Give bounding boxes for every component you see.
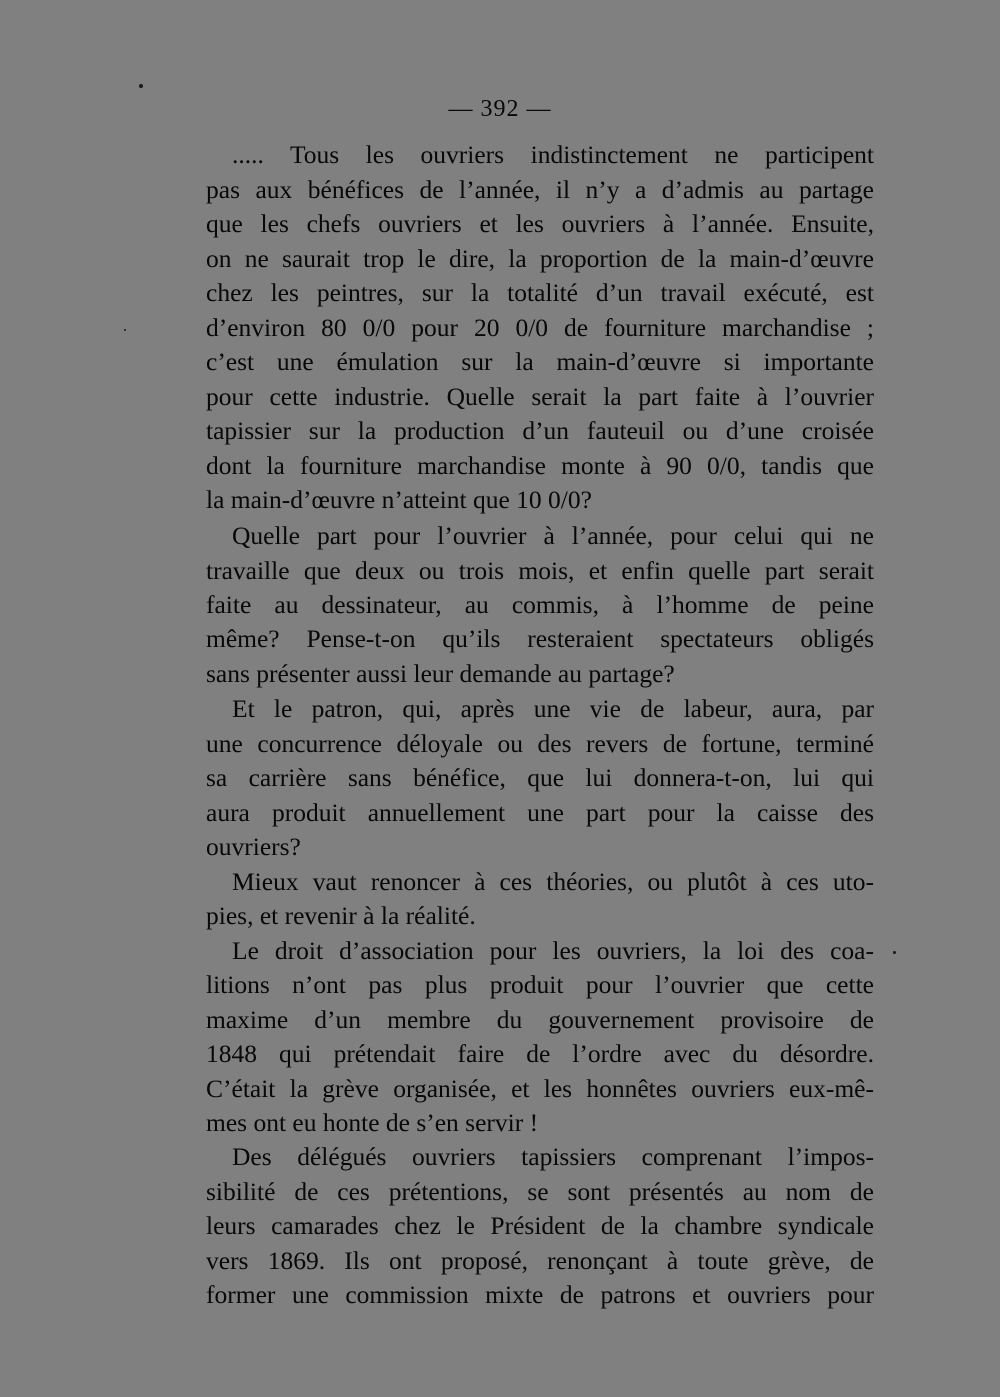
text-line: Des délégués ouvriers tapissiers comprenant l’impos- xyxy=(232,1142,874,1171)
text-line: travaille que deux ou trois mois, et enfin quelle part serait xyxy=(206,556,874,585)
text-line: dont la fourniture marchandise monte à 90 0/0, tandis que xyxy=(206,451,874,480)
ink-speck xyxy=(893,951,896,954)
text-line: pies, et revenir à la réalité. xyxy=(206,901,476,930)
text-line: une concurrence déloyale ou des revers de fortune, terminé xyxy=(206,729,874,758)
text-line: Mieux vaut renoncer à ces théories, ou plutôt à ces uto- xyxy=(232,867,874,896)
text-line: ..... Tous les ouvriers indistinctement ne participent xyxy=(232,140,874,169)
text-line: pas aux bénéfices de l’année, il n’y a d’admis au partage xyxy=(206,175,874,204)
text-line: faite au dessinateur, au commis, à l’homme de peine xyxy=(206,590,874,619)
text-line: leurs camarades chez le Président de la chambre syndicale xyxy=(206,1211,874,1240)
text-line: la main-d’œuvre n’atteint que 10 0/0? xyxy=(206,485,592,514)
text-line: tapissier sur la production d’un fauteuil ou d’une croisée xyxy=(206,416,874,445)
text-line: chez les peintres, sur la totalité d’un travail exécuté, est xyxy=(206,278,874,307)
text-line: vers 1869. Ils ont proposé, renonçant à toute grève, de xyxy=(206,1246,874,1275)
text-line: que les chefs ouvriers et les ouvriers à l’année. Ensuite, xyxy=(206,209,874,238)
text-line: Et le patron, qui, après une vie de labeur, aura, par xyxy=(232,694,874,723)
text-line: aura produit annuellement une part pour la caisse des xyxy=(206,798,874,827)
text-line: 1848 qui prétendait faire de l’ordre avec du désordre. xyxy=(206,1039,874,1068)
text-line: ouvriers? xyxy=(206,832,301,861)
text-line: mes ont eu honte de s’en servir ! xyxy=(206,1108,539,1137)
text-line: pour cette industrie. Quelle serait la part faite à l’ouvrier xyxy=(206,382,874,411)
text-line: Quelle part pour l’ouvrier à l’année, pour celui qui ne xyxy=(232,521,874,550)
text-line: litions n’ont pas plus produit pour l’ouvrier que cette xyxy=(206,970,874,999)
text-line: sibilité de ces prétentions, se sont présentés au nom de xyxy=(206,1177,874,1206)
text-line: sa carrière sans bénéfice, que lui donnera-t-on, lui qui xyxy=(206,763,874,792)
text-line: maxime d’un membre du gouvernement provisoire de xyxy=(206,1005,874,1034)
text-line: c’est une émulation sur la main-d’œuvre si importante xyxy=(206,347,874,376)
ink-speck xyxy=(124,329,126,331)
text-line: sans présenter aussi leur demande au partage? xyxy=(206,659,675,688)
text-line: on ne saurait trop le dire, la proportion de la main-d’œuvre xyxy=(206,244,874,273)
page-number: — 392 — xyxy=(448,96,552,122)
text-line: C’était la grève organisée, et les honnêtes ouvriers eux-mê- xyxy=(206,1074,874,1103)
text-line: même? Pense-t-on qu’ils resteraient spectateurs obligés xyxy=(206,624,874,653)
text-line: d’environ 80 0/0 pour 20 0/0 de fourniture marchandise ; xyxy=(206,313,874,342)
ink-speck xyxy=(139,84,143,88)
text-line: former une commission mixte de patrons et ouvriers pour xyxy=(206,1280,874,1309)
text-line: Le droit d’association pour les ouvriers, la loi des coa- xyxy=(232,936,874,965)
